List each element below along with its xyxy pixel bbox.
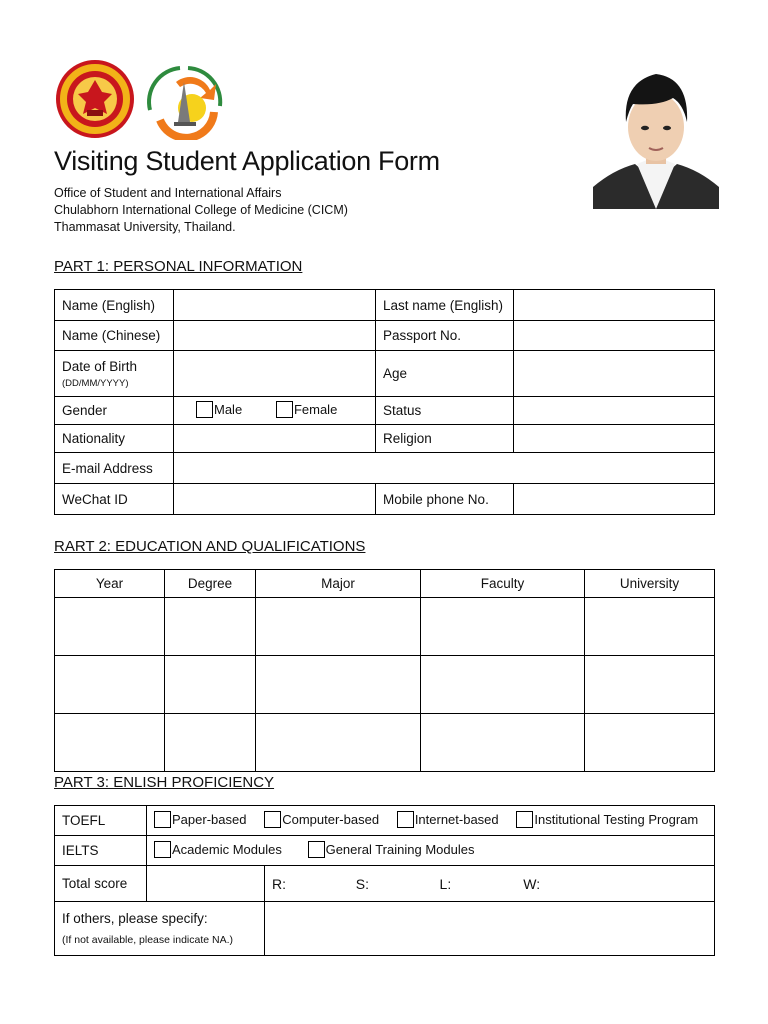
education-cell[interactable] xyxy=(165,656,256,714)
label-name-chinese: Name (Chinese) xyxy=(55,321,174,351)
column-header-faculty: Faculty xyxy=(421,570,585,598)
label-gender: Gender xyxy=(55,397,174,425)
education-cell[interactable] xyxy=(55,714,165,772)
ielts-academic-checkbox[interactable] xyxy=(154,841,171,858)
toefl-computer-checkbox[interactable] xyxy=(264,811,281,828)
education-cell[interactable] xyxy=(585,598,715,656)
gender-options xyxy=(174,397,376,425)
table-row xyxy=(55,714,715,772)
score-writing-label: W: xyxy=(523,875,541,892)
male-label: Male xyxy=(214,402,243,418)
toefl-paper-checkbox[interactable] xyxy=(154,811,171,828)
education-cell[interactable] xyxy=(421,598,585,656)
personal-info-table xyxy=(54,289,715,515)
toefl-paper-label: Paper-based xyxy=(172,812,247,828)
score-reading-label: R: xyxy=(272,875,286,892)
others-hint: (If not available, please indicate NA.) xyxy=(62,934,234,946)
male-checkbox[interactable] xyxy=(196,401,213,418)
education-cell[interactable] xyxy=(256,598,421,656)
education-cell[interactable] xyxy=(165,714,256,772)
education-cell[interactable] xyxy=(55,598,165,656)
field-others[interactable] xyxy=(265,902,715,956)
page-title: Visiting Student Application Form xyxy=(54,146,440,176)
female-label: Female xyxy=(293,402,338,418)
column-header-year: Year xyxy=(55,570,165,598)
ielts-options xyxy=(147,836,715,866)
field-last-name-english[interactable] xyxy=(514,290,715,321)
field-religion[interactable] xyxy=(514,425,715,453)
label-ielts: IELTS xyxy=(55,836,147,866)
label-nationality: Nationality xyxy=(55,425,174,453)
field-status[interactable] xyxy=(514,397,715,425)
label-passport-no: Passport No. xyxy=(376,321,514,351)
column-header-degree: Degree xyxy=(165,570,256,598)
education-cell[interactable] xyxy=(256,656,421,714)
cicm-logo-icon xyxy=(140,60,226,140)
applicant-portrait-photo-icon xyxy=(593,52,719,209)
part2-heading: RART 2: EDUCATION AND QUALIFICATIONS xyxy=(54,538,366,555)
toefl-itp-checkbox[interactable] xyxy=(516,811,533,828)
toefl-itp-label: Institutional Testing Program xyxy=(534,812,699,828)
dob-label-text: Date of Birth xyxy=(62,358,138,374)
label-toefl: TOEFL xyxy=(55,806,147,836)
field-passport-no[interactable] xyxy=(514,321,715,351)
field-nationality[interactable] xyxy=(174,425,376,453)
field-total-score[interactable] xyxy=(147,866,265,902)
field-name-english[interactable] xyxy=(174,290,376,321)
label-date-of-birth xyxy=(55,351,174,397)
score-listening-label: L: xyxy=(439,875,452,892)
label-status: Status xyxy=(376,397,514,425)
university-name: Thammasat University, Thailand. xyxy=(54,220,236,234)
label-religion: Religion xyxy=(376,425,514,453)
ielts-general-label: General Training Modules xyxy=(325,842,475,858)
toefl-internet-label: Internet-based xyxy=(414,812,499,828)
field-date-of-birth[interactable] xyxy=(174,351,376,397)
ielts-academic-label: Academic Modules xyxy=(172,842,282,858)
part1-heading: PART 1: PERSONAL INFORMATION xyxy=(54,258,303,275)
field-age[interactable] xyxy=(514,351,715,397)
label-wechat-id: WeChat ID xyxy=(55,484,174,515)
education-cell[interactable] xyxy=(165,598,256,656)
column-header-major: Major xyxy=(256,570,421,598)
field-name-chinese[interactable] xyxy=(174,321,376,351)
toefl-internet-checkbox[interactable] xyxy=(397,811,414,828)
table-row xyxy=(55,598,715,656)
thammasat-university-seal-icon xyxy=(54,60,136,138)
education-cell[interactable] xyxy=(421,714,585,772)
sub-scores xyxy=(265,866,715,902)
education-cell[interactable] xyxy=(55,656,165,714)
table-row xyxy=(55,656,715,714)
part3-heading: PART 3: ENLISH PROFICIENCY xyxy=(54,774,275,791)
dob-format: (DD/MM/YYYY) xyxy=(62,377,129,389)
office-name: Office of Student and International Affairs xyxy=(54,186,282,200)
field-wechat-id[interactable] xyxy=(174,484,376,515)
education-cell[interactable] xyxy=(421,656,585,714)
label-others xyxy=(55,902,265,956)
column-header-university: University xyxy=(585,570,715,598)
english-proficiency-table xyxy=(54,805,715,956)
education-cell[interactable] xyxy=(585,656,715,714)
score-speaking-label: S: xyxy=(355,875,369,892)
education-cell[interactable] xyxy=(256,714,421,772)
toefl-computer-label: Computer-based xyxy=(282,812,380,828)
label-email-address: E-mail Address xyxy=(55,453,174,484)
field-mobile-phone[interactable] xyxy=(514,484,715,515)
education-table xyxy=(54,569,715,772)
label-mobile-phone: Mobile phone No. xyxy=(376,484,514,515)
label-age: Age xyxy=(376,351,514,397)
education-cell[interactable] xyxy=(585,714,715,772)
field-email-address[interactable] xyxy=(174,453,715,484)
female-checkbox[interactable] xyxy=(276,401,293,418)
label-last-name-english: Last name (English) xyxy=(376,290,514,321)
college-name: Chulabhorn International College of Medicine (CICM) xyxy=(54,203,348,217)
label-name-english: Name (English) xyxy=(55,290,174,321)
label-total-score: Total score xyxy=(55,866,147,902)
others-label-text: If others, please specify: xyxy=(62,911,208,926)
toefl-options xyxy=(147,806,715,836)
ielts-general-checkbox[interactable] xyxy=(308,841,325,858)
